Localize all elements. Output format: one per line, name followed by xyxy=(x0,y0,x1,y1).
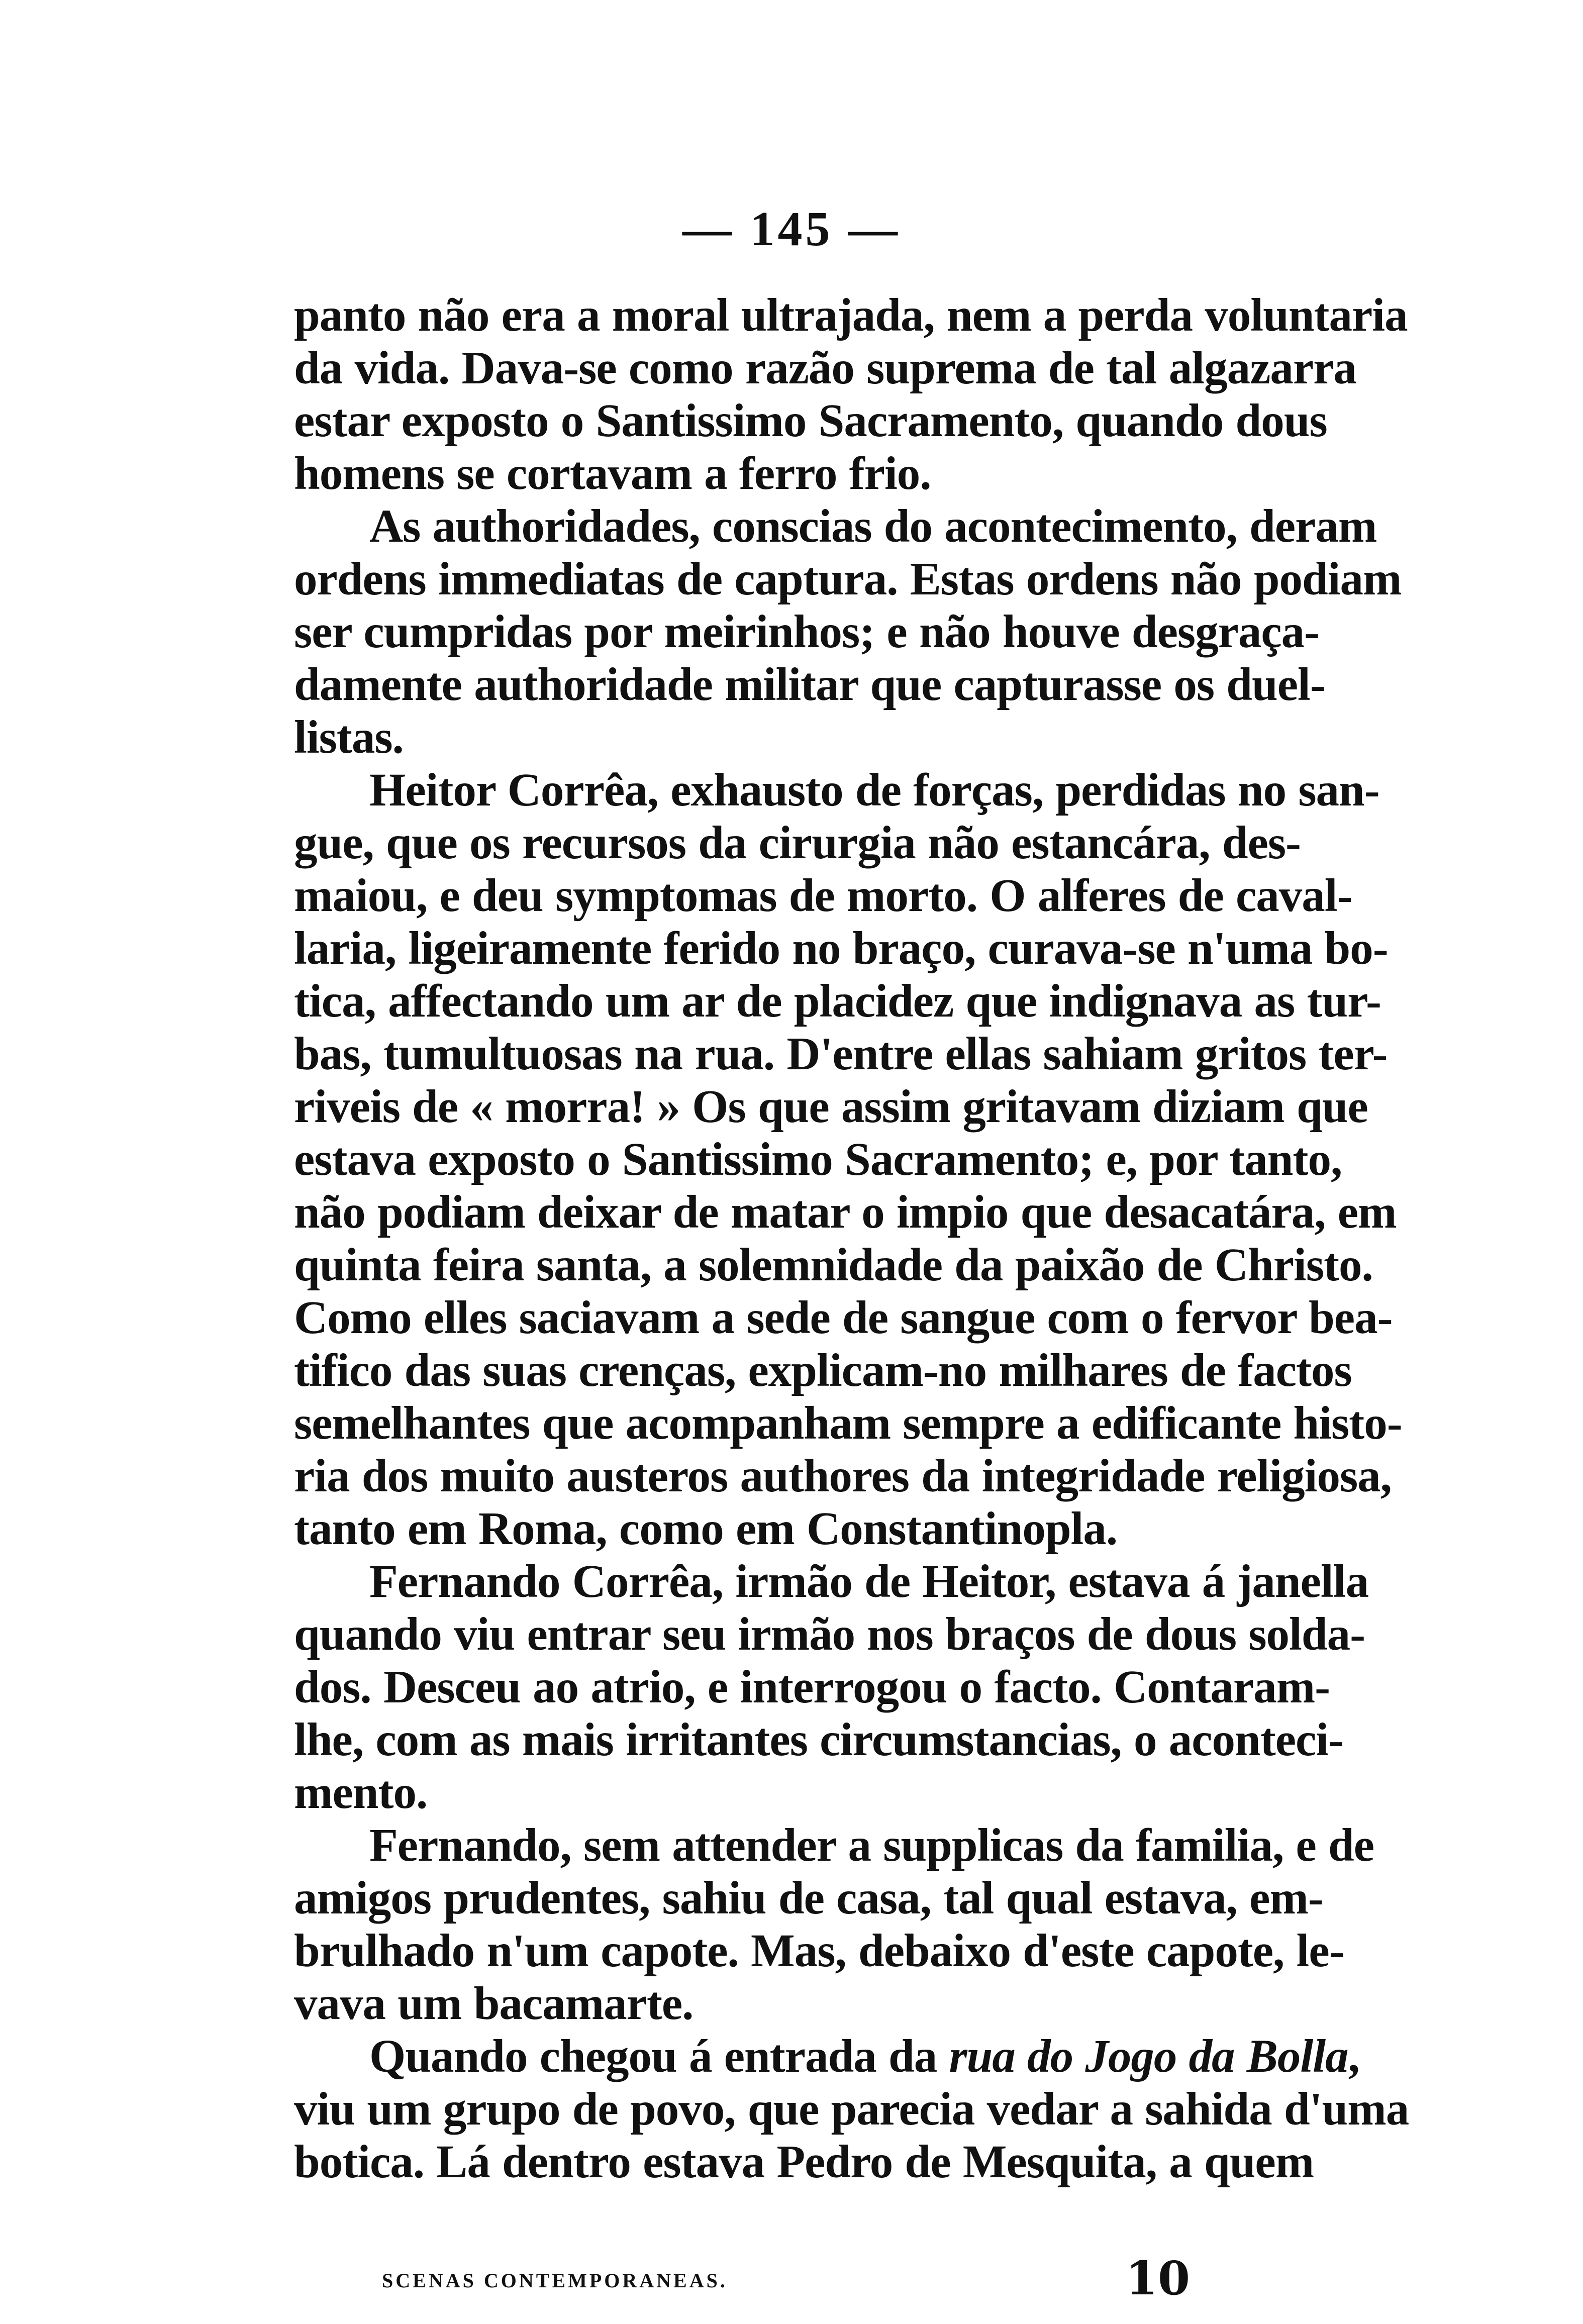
text-fragment: Quando chegou á entrada da xyxy=(369,2031,949,2082)
text-line xyxy=(294,2030,1359,2083)
paragraph-4 xyxy=(294,1555,1369,1819)
text-line: bas, tumultuosas na rua. D'entre ellas sahiam gritos ter- xyxy=(294,1028,1388,1080)
text-line: As authoridades, conscias do acontecimento, deram xyxy=(369,500,1377,552)
text-line: homens se cortavam a ferro frio. xyxy=(294,448,931,499)
text-line: mento. xyxy=(294,1767,428,1818)
text-line: lhe, com as mais irritantes circumstancias, o aconteci- xyxy=(294,1714,1344,1766)
paragraph-5 xyxy=(294,1819,1374,2030)
text-line: amigos prudentes, sahiu de casa, tal qual estava, em- xyxy=(294,1872,1323,1924)
text-line: da vida. Dava-se como razão suprema de tal algazarra xyxy=(294,342,1356,394)
body-text xyxy=(294,289,1409,2188)
page-number: — 145 — xyxy=(682,202,901,256)
text-fragment: , xyxy=(1348,2031,1359,2082)
text-line: brulhado n'um capote. Mas, debaixo d'este capote, le- xyxy=(294,1925,1344,1977)
text-line: Fernando Corrêa, irmão de Heitor, estava á janella xyxy=(369,1556,1369,1607)
paragraph-2 xyxy=(294,500,1402,764)
text-line: estava exposto o Santissimo Sacramento; e, por tanto, xyxy=(294,1134,1342,1185)
text-line: vava um bacamarte. xyxy=(294,1978,694,2030)
footer-title: SCENAS CONTEMPORANEAS. xyxy=(382,2269,728,2292)
text-line: ria dos muito austeros authores da integridade religiosa, xyxy=(294,1450,1392,1502)
text-line: listas. xyxy=(294,712,404,763)
text-line: ser cumpridas por meirinhos; e não houve desgraça- xyxy=(294,606,1320,658)
text-line: quinta feira santa, a solemnidade da paixão de Christo. xyxy=(294,1239,1373,1291)
text-line: panto não era a moral ultrajada, nem a perda voluntaria xyxy=(294,289,1408,341)
paragraph-3 xyxy=(294,764,1402,1555)
street-name: rua do Jogo da Bolla xyxy=(949,2031,1348,2082)
text-line: Fernando, sem attender a supplicas da familia, e de xyxy=(369,1820,1374,1871)
paragraph-1 xyxy=(294,289,1408,500)
text-line: maiou, e deu symptomas de morto. O alferes de caval- xyxy=(294,870,1352,922)
paragraph-6 xyxy=(294,2030,1409,2188)
text-line: damente authoridade militar que capturasse os duel- xyxy=(294,659,1325,711)
text-line: tica, affectando um ar de placidez que indignava as tur- xyxy=(294,975,1381,1027)
text-line: Como elles saciavam a sede de sangue com o fervor bea- xyxy=(294,1292,1393,1344)
text-line: tanto em Roma, como em Constantinopla. xyxy=(294,1503,1118,1555)
text-line: botica. Lá dentro estava Pedro de Mesquita, a quem xyxy=(294,2136,1314,2188)
text-line: viu um grupo de povo, que parecia vedar a sahida d'uma xyxy=(294,2083,1409,2135)
text-line: ordens immediatas de captura. Estas ordens não podiam xyxy=(294,553,1402,605)
signature-mark: 10 xyxy=(1126,2251,1191,2305)
text-line: gue, que os recursos da cirurgia não estancára, des- xyxy=(294,817,1301,869)
text-line: não podiam deixar de matar o impio que desacatára, em xyxy=(294,1186,1397,1238)
text-line: estar exposto o Santissimo Sacramento, quando dous xyxy=(294,395,1327,447)
text-line: quando viu entrar seu irmão nos braços de dous solda- xyxy=(294,1608,1365,1660)
text-line: semelhantes que acompanham sempre a edificante histo- xyxy=(294,1397,1402,1449)
text-line: tifico das suas crenças, explicam-no milhares de factos xyxy=(294,1345,1352,1396)
text-line: dos. Desceu ao atrio, e interrogou o facto. Contaram- xyxy=(294,1661,1330,1713)
text-line: Heitor Corrêa, exhausto de forças, perdidas no san- xyxy=(369,764,1379,816)
text-line: laria, ligeiramente ferido no braço, curava-se n'uma bo- xyxy=(294,923,1388,974)
text-line: riveis de « morra! » Os que assim gritavam diziam que xyxy=(294,1081,1368,1133)
